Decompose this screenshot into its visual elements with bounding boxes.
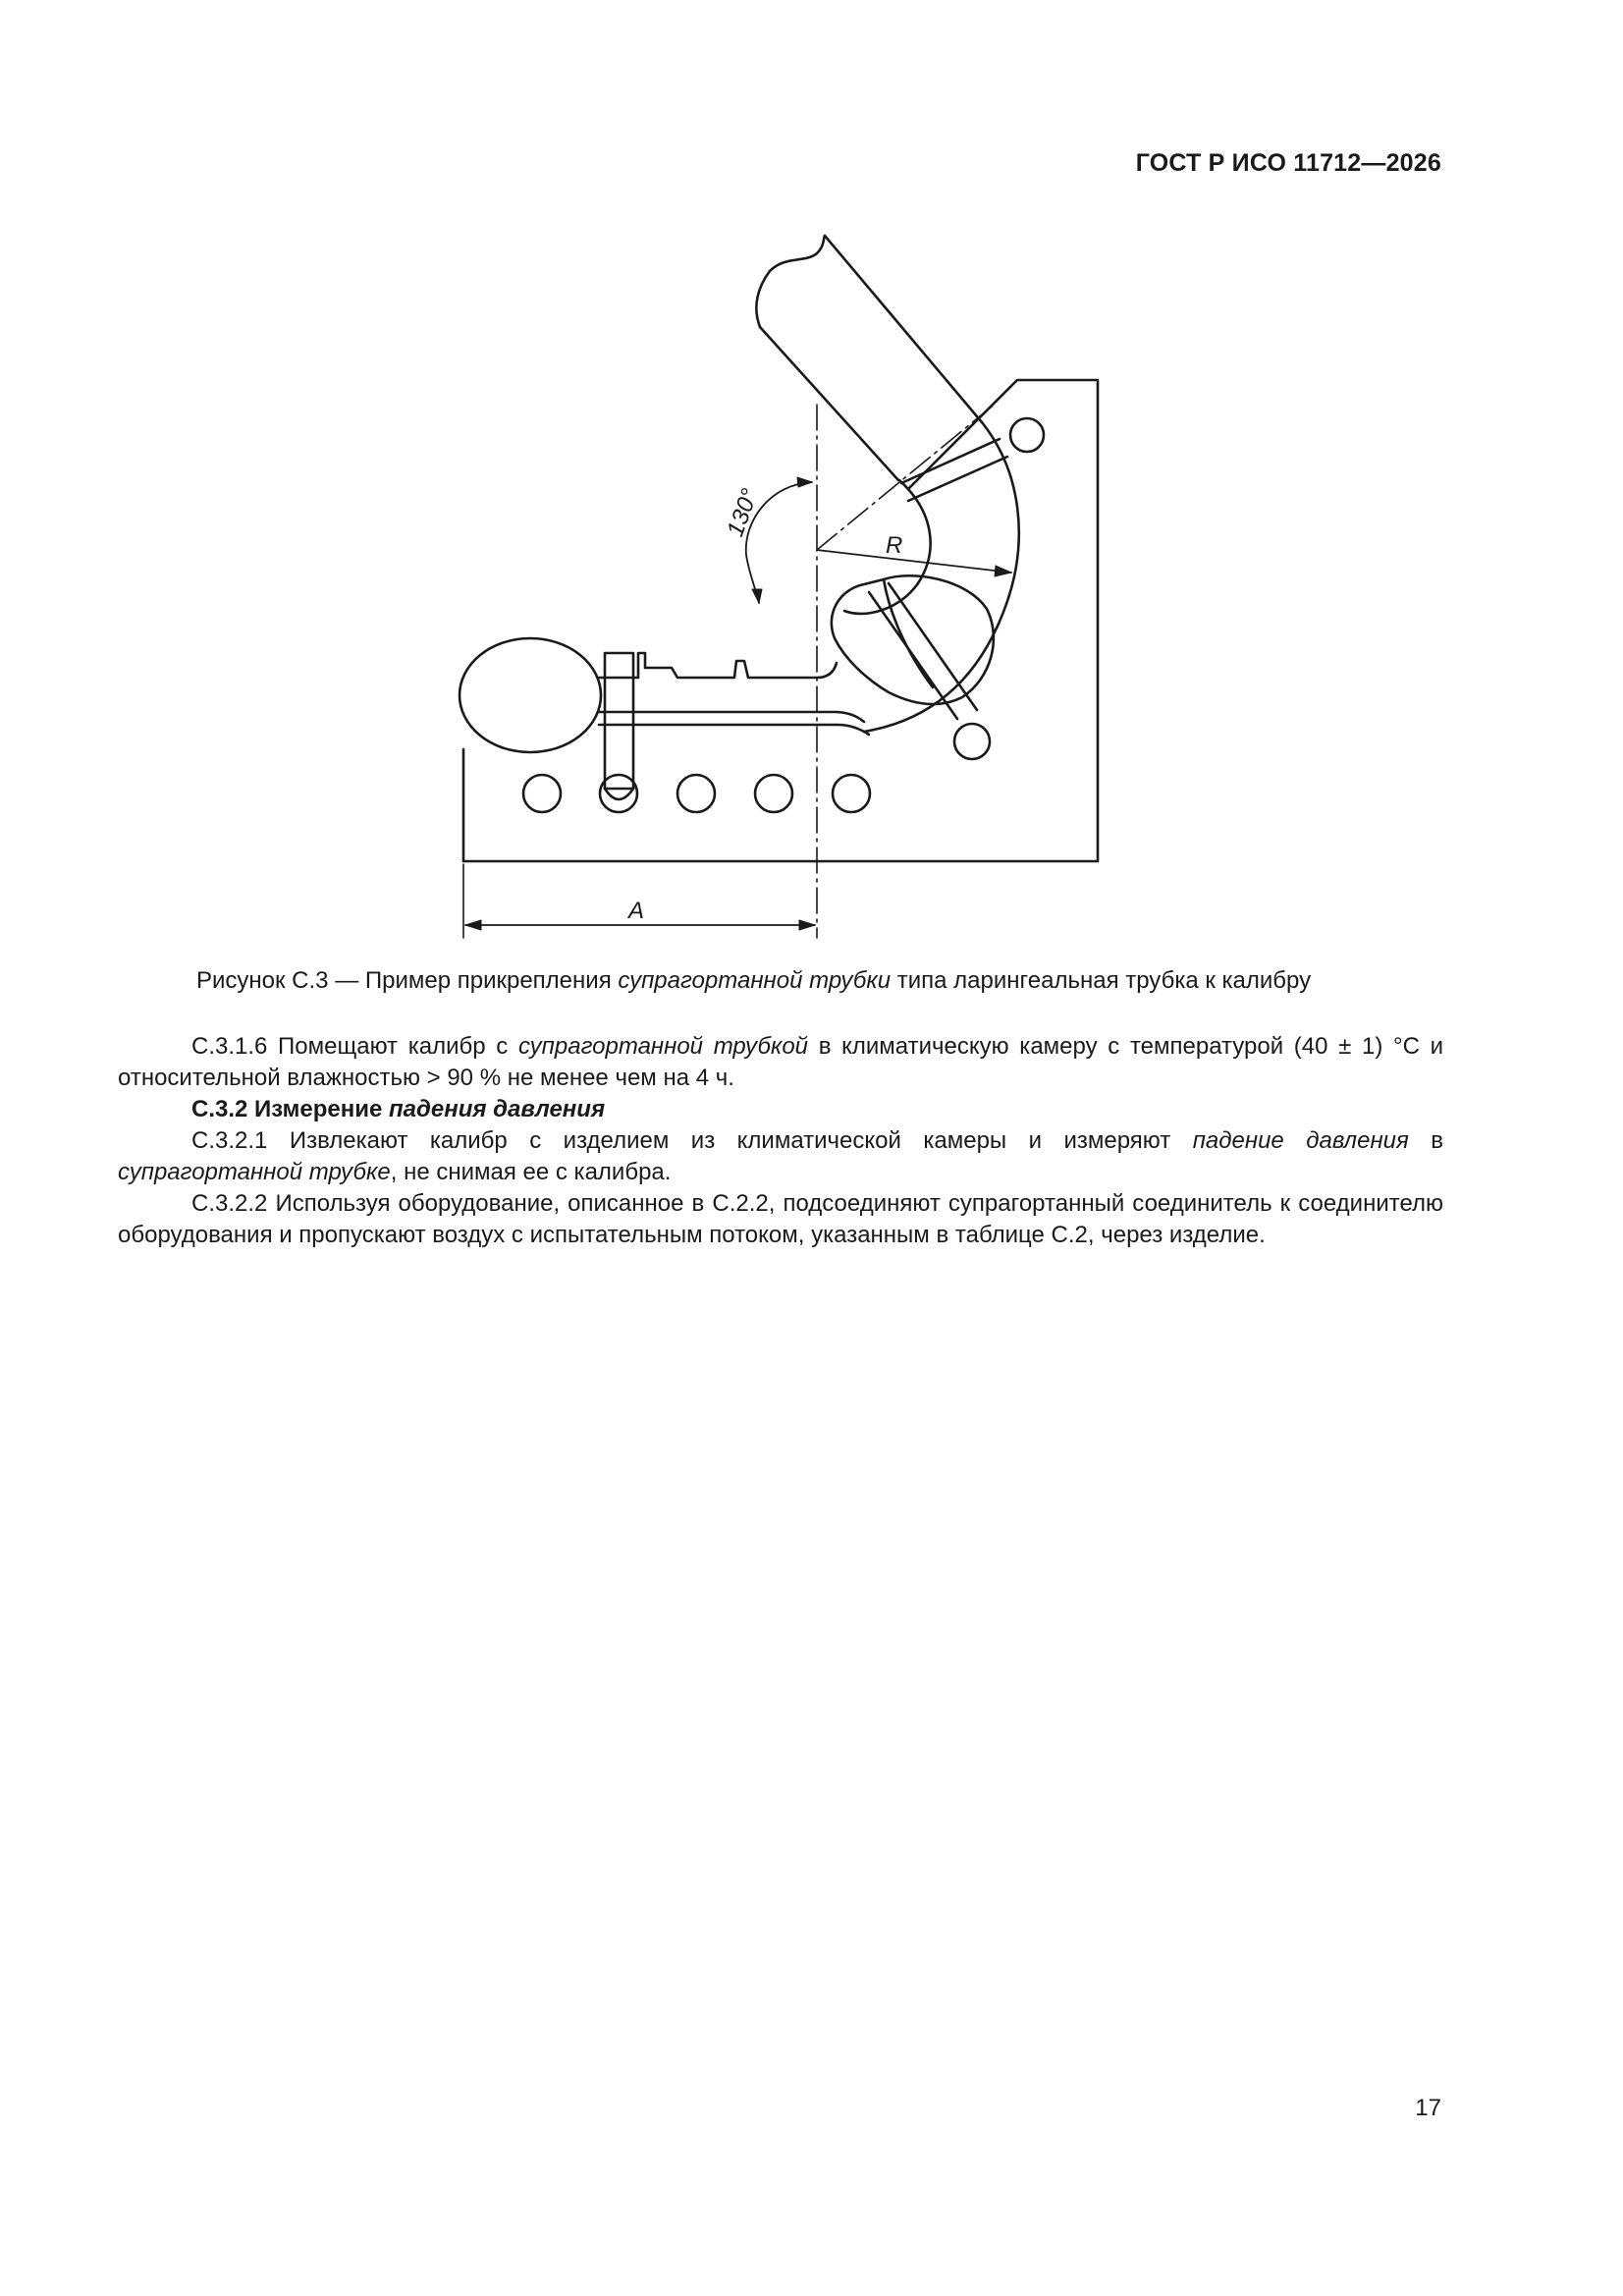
document-code: ГОСТ Р ИСО 11712—2026 xyxy=(1135,149,1441,177)
radius-line xyxy=(817,550,1011,573)
radius-label: R xyxy=(886,532,903,559)
dimension-arrow-right xyxy=(799,920,815,930)
tube-upper-right xyxy=(825,236,982,422)
heading-run-italic: падения давления xyxy=(389,1096,606,1122)
tube-lower-inner xyxy=(599,712,864,722)
caption-suffix: типа ларингеальная трубка к калибру xyxy=(891,967,1312,994)
paragraph-c316 xyxy=(118,1031,1443,1094)
paragraph-c321 xyxy=(118,1125,1443,1188)
bend-cuff xyxy=(832,575,994,704)
text-run: , не снимая ее с калибра. xyxy=(390,1159,672,1185)
paragraph-c322 xyxy=(118,1188,1443,1251)
left-cuff xyxy=(460,638,601,752)
hole xyxy=(677,775,715,812)
tube-lower-bottom xyxy=(599,725,869,735)
dimension-arrow-left xyxy=(465,920,481,930)
page-number: 17 xyxy=(1415,2095,1441,2121)
text-run: в климатическую камеру с температурой (40 ± 1) °C и относительной влажностью > 90 % не менее чем на 4 ч. xyxy=(118,1033,1444,1091)
text-run: С.3.2.1 Извлекают калибр с изделием из климатической камеры и измеряют xyxy=(191,1127,1193,1154)
text-run-italic: падение давления xyxy=(1192,1127,1409,1154)
figure-c3-drawing xyxy=(0,0,1623,982)
text-run: С.3.2.2 Используя оборудование, описанное в С.2.2, подсоединяют супрагортанный соединитель к соединителю оборудования и пропускают воздух с испытательным потоком, указанным в таблице С.2, через изделие. xyxy=(118,1190,1443,1248)
angle-arrow-bottom xyxy=(752,589,762,603)
tube-break xyxy=(756,236,825,327)
hole xyxy=(523,775,561,812)
subsection-heading-c32 xyxy=(118,1094,1443,1125)
inclined-centre-line xyxy=(817,407,992,550)
caption-italic: супрагортанной трубки xyxy=(618,967,892,994)
lower-clamp-knob xyxy=(954,724,990,759)
angle-arrow-top xyxy=(797,477,812,487)
body-text xyxy=(118,1031,1443,1251)
tube-upper-left xyxy=(760,327,898,480)
text-run: С.3.1.6 Помещают калибр с xyxy=(191,1033,518,1060)
text-run: в xyxy=(1408,1127,1444,1154)
heading-run: С.3.2 Измерение xyxy=(191,1096,389,1122)
clamp-pin xyxy=(605,653,633,789)
fixture-plate xyxy=(463,380,1098,861)
text-run-italic: супрагортанной трубке xyxy=(118,1159,391,1185)
hole xyxy=(755,775,792,812)
dimension-a-label: A xyxy=(628,898,645,924)
angle-label: 130° xyxy=(722,485,764,541)
figure-caption xyxy=(196,967,1311,995)
text-run-italic: супрагортанной трубкой xyxy=(517,1033,809,1060)
upper-clamp-knob xyxy=(1010,418,1044,452)
radius-arrow xyxy=(995,566,1011,576)
hole xyxy=(833,775,870,812)
caption-prefix: Рисунок С.3 — Пример прикрепления xyxy=(196,967,619,994)
upper-clamp-rod xyxy=(901,439,1007,501)
